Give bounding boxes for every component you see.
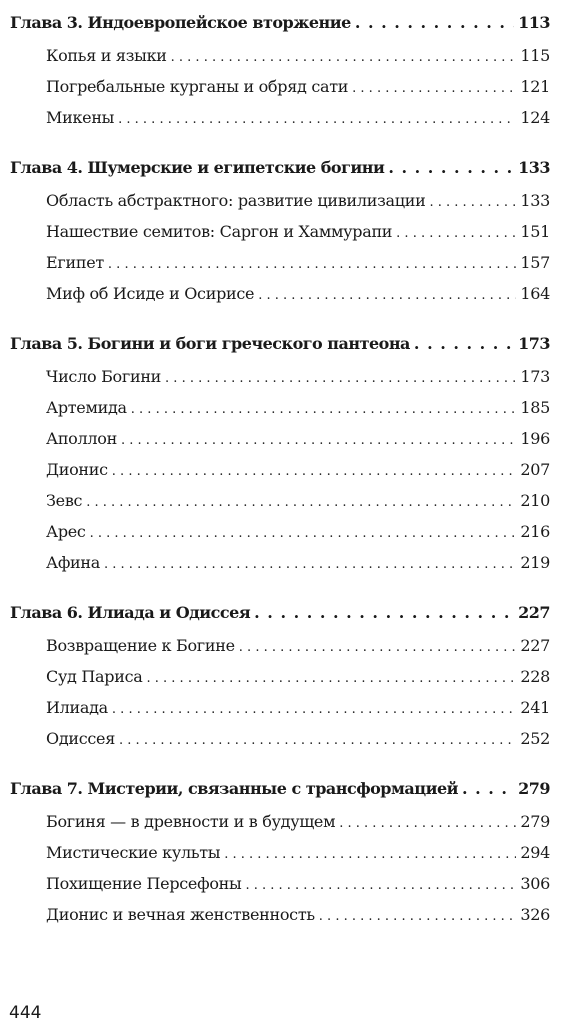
section-title: Суд Париса bbox=[46, 667, 143, 686]
section-entry bbox=[10, 279, 550, 310]
section-entry bbox=[10, 517, 550, 548]
section-entry bbox=[10, 103, 550, 134]
dot-leader bbox=[414, 329, 514, 358]
dot-leader bbox=[224, 838, 516, 869]
section-title: Артемида bbox=[46, 398, 127, 417]
section-title: Область абстрактного: развитие цивилизации bbox=[46, 191, 426, 210]
dot-leader bbox=[429, 186, 516, 217]
chapter-page-number: 173 bbox=[518, 334, 550, 353]
section-entry bbox=[10, 662, 550, 693]
dot-leader bbox=[121, 424, 516, 455]
dot-leader bbox=[131, 393, 517, 424]
chapter-6 bbox=[10, 598, 550, 755]
section-page-number: 210 bbox=[520, 491, 550, 510]
section-page-number: 185 bbox=[520, 398, 550, 417]
chapter-page-number: 113 bbox=[518, 13, 550, 32]
dot-leader bbox=[258, 279, 516, 310]
section-entry bbox=[10, 838, 550, 869]
chapter-3 bbox=[10, 8, 550, 134]
section-entry bbox=[10, 548, 550, 579]
table-of-contents bbox=[10, 8, 550, 950]
section-page-number: 219 bbox=[520, 553, 550, 572]
chapter-title: Глава 4. Шумерские и египетские богини bbox=[10, 158, 385, 177]
section-title: Египет bbox=[46, 253, 104, 272]
dot-leader bbox=[462, 774, 514, 803]
section-entry bbox=[10, 362, 550, 393]
chapter-page-number: 133 bbox=[518, 158, 550, 177]
dot-leader bbox=[355, 8, 514, 37]
section-entry bbox=[10, 217, 550, 248]
section-entry bbox=[10, 693, 550, 724]
chapter-heading bbox=[10, 329, 550, 358]
section-title: Одиссея bbox=[46, 729, 116, 748]
section-entry bbox=[10, 486, 550, 517]
section-entry bbox=[10, 724, 550, 755]
dot-leader bbox=[112, 693, 516, 724]
chapter-title: Глава 7. Мистерии, связанные с трансформацией bbox=[10, 779, 458, 798]
dot-leader bbox=[108, 248, 516, 279]
section-page-number: 228 bbox=[520, 667, 550, 686]
dot-leader bbox=[165, 362, 516, 393]
section-page-number: 157 bbox=[520, 253, 550, 272]
section-title: Возвращение к Богине bbox=[46, 636, 235, 655]
dot-leader bbox=[239, 631, 517, 662]
section-title: Миф об Исиде и Осирисе bbox=[46, 284, 255, 303]
section-title: Число Богини bbox=[46, 367, 162, 386]
chapter-5 bbox=[10, 329, 550, 579]
section-entry bbox=[10, 393, 550, 424]
section-title: Микены bbox=[46, 108, 115, 127]
section-page-number: 115 bbox=[520, 46, 550, 65]
section-page-number: 294 bbox=[520, 843, 550, 862]
chapter-heading bbox=[10, 153, 550, 182]
section-title: Богиня — в древности и в будущем bbox=[46, 812, 336, 831]
section-title: Нашествие семитов: Саргон и Хаммурапи bbox=[46, 222, 393, 241]
section-page-number: 207 bbox=[520, 460, 550, 479]
dot-leader bbox=[388, 153, 514, 182]
chapter-page-number: 279 bbox=[518, 779, 550, 798]
chapter-title: Глава 5. Богини и боги греческого пантеона bbox=[10, 334, 410, 353]
section-entry bbox=[10, 424, 550, 455]
dot-leader bbox=[396, 217, 516, 248]
section-page-number: 306 bbox=[520, 874, 550, 893]
section-page-number: 196 bbox=[520, 429, 550, 448]
dot-leader bbox=[86, 486, 516, 517]
section-page-number: 252 bbox=[520, 729, 550, 748]
section-title: Арес bbox=[46, 522, 86, 541]
section-title: Илиада bbox=[46, 698, 108, 717]
section-entry bbox=[10, 900, 550, 931]
section-title: Афина bbox=[46, 553, 101, 572]
chapter-heading bbox=[10, 598, 550, 627]
chapter-4 bbox=[10, 153, 550, 310]
dot-leader bbox=[254, 598, 514, 627]
section-title: Аполлон bbox=[46, 429, 117, 448]
section-entry bbox=[10, 869, 550, 900]
section-page-number: 241 bbox=[520, 698, 550, 717]
section-entry bbox=[10, 72, 550, 103]
section-title: Мистические культы bbox=[46, 843, 221, 862]
dot-leader bbox=[112, 455, 517, 486]
section-title: Похищение Персефоны bbox=[46, 874, 242, 893]
page-number: 444 bbox=[9, 1003, 42, 1023]
chapter-heading bbox=[10, 774, 550, 803]
section-page-number: 227 bbox=[520, 636, 550, 655]
section-page-number: 216 bbox=[520, 522, 550, 541]
section-entry bbox=[10, 807, 550, 838]
section-title: Погребальные курганы и обряд сати bbox=[46, 77, 349, 96]
chapter-7 bbox=[10, 774, 550, 931]
dot-leader bbox=[339, 807, 516, 838]
section-page-number: 326 bbox=[520, 905, 550, 924]
section-page-number: 133 bbox=[520, 191, 550, 210]
section-title: Зевс bbox=[46, 491, 83, 510]
chapter-title: Глава 6. Илиада и Одиссея bbox=[10, 603, 251, 622]
section-entry bbox=[10, 631, 550, 662]
chapter-heading bbox=[10, 8, 550, 37]
dot-leader bbox=[104, 548, 516, 579]
section-page-number: 121 bbox=[520, 77, 550, 96]
dot-leader bbox=[171, 41, 517, 72]
section-title: Копья и языки bbox=[46, 46, 167, 65]
section-entry bbox=[10, 455, 550, 486]
section-title: Дионис bbox=[46, 460, 108, 479]
section-page-number: 164 bbox=[520, 284, 550, 303]
dot-leader bbox=[119, 724, 516, 755]
section-entry bbox=[10, 41, 550, 72]
chapter-title: Глава 3. Индоевропейское вторжение bbox=[10, 13, 351, 32]
section-page-number: 151 bbox=[520, 222, 550, 241]
section-entry bbox=[10, 186, 550, 217]
section-page-number: 173 bbox=[520, 367, 550, 386]
dot-leader bbox=[245, 869, 516, 900]
chapter-page-number: 227 bbox=[518, 603, 550, 622]
dot-leader bbox=[118, 103, 516, 134]
section-page-number: 124 bbox=[520, 108, 550, 127]
dot-leader bbox=[352, 72, 516, 103]
section-page-number: 279 bbox=[520, 812, 550, 831]
dot-leader bbox=[147, 662, 517, 693]
dot-leader bbox=[90, 517, 517, 548]
section-entry bbox=[10, 248, 550, 279]
section-title: Дионис и вечная женственность bbox=[46, 905, 315, 924]
dot-leader bbox=[319, 900, 517, 931]
